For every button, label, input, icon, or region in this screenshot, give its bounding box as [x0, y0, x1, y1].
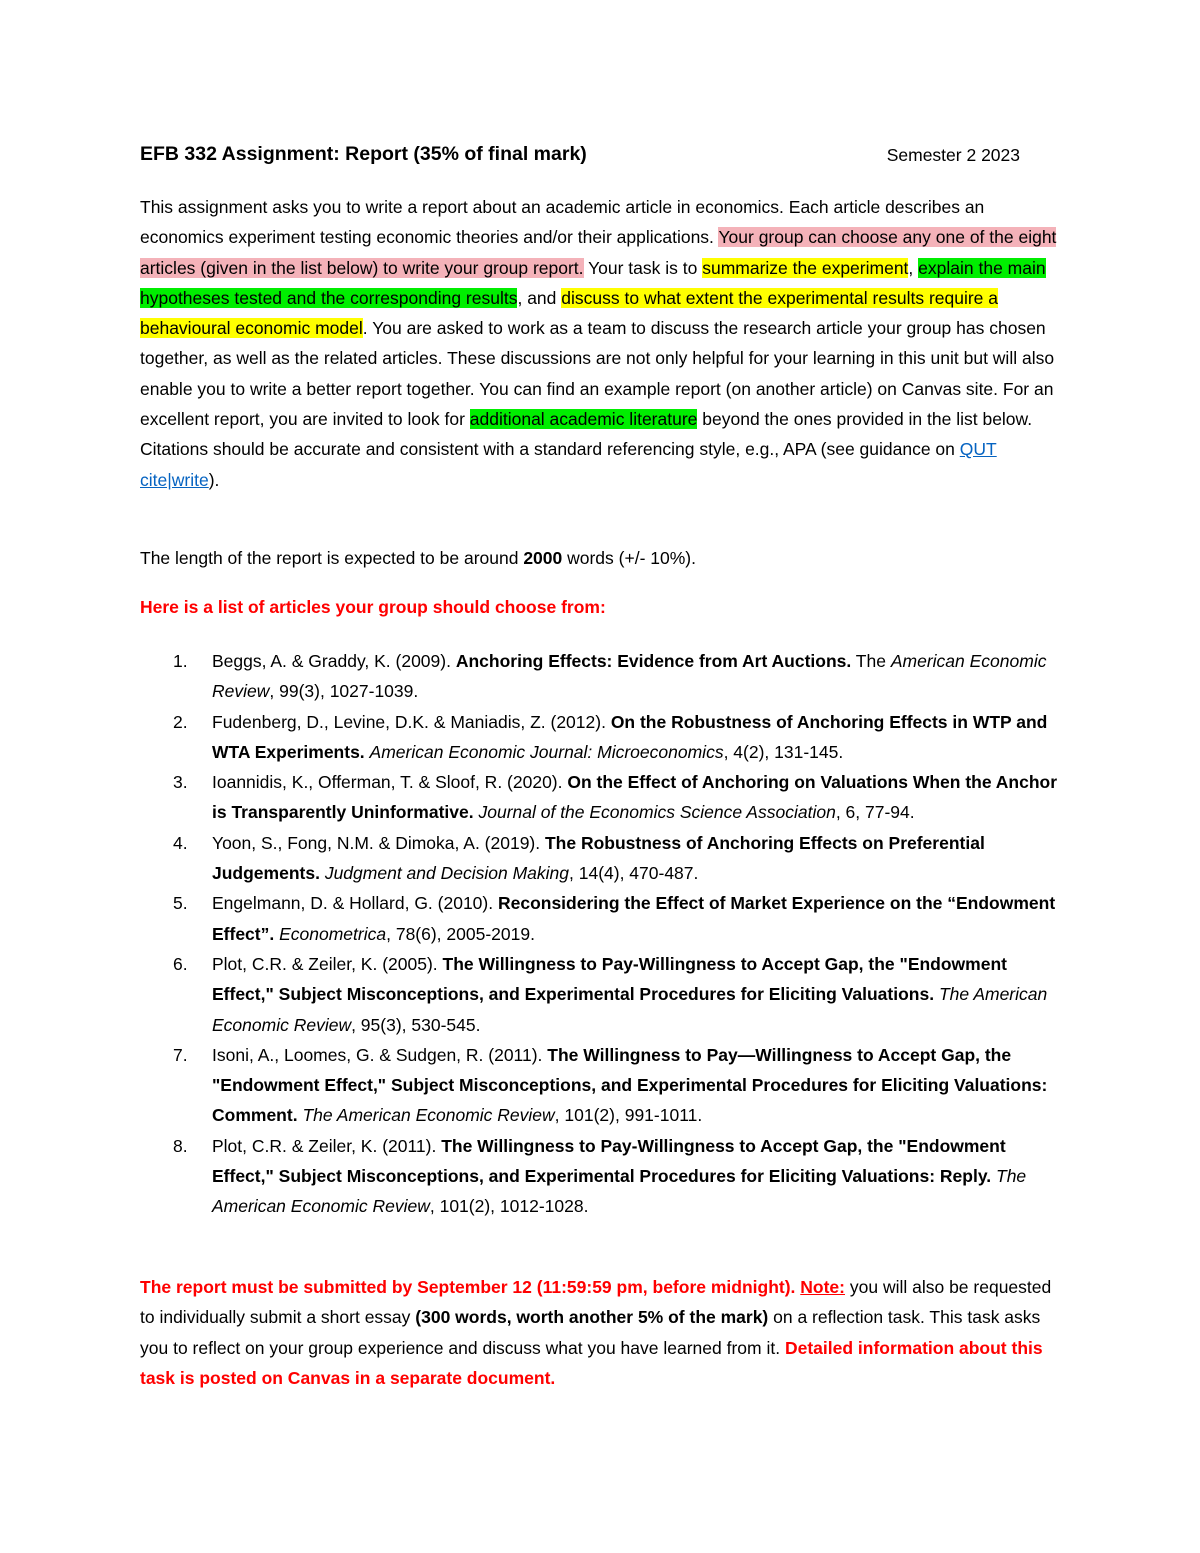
item-number: 8. [173, 1135, 188, 1156]
footer-bold-words: (300 words, worth another 5% of the mark) [415, 1307, 769, 1328]
qut-cite-write-link[interactable]: QUT cite|write [140, 439, 997, 490]
item-journal: The American Economic Review [212, 1166, 1027, 1217]
item-details: , 99(3), 1027-1039. [269, 681, 419, 702]
item-number: 4. [173, 832, 188, 853]
header-row [140, 143, 1020, 173]
item-details: , 14(4), 470-487. [569, 863, 699, 884]
list-item [140, 767, 1065, 828]
semester-label: Semester 2 2023 [886, 145, 1020, 165]
item-title: Reconsidering the Effect of Market Experience on the “Endowment Effect”. [212, 893, 1056, 944]
item-title: On the Effect of Anchoring on Valuations When the Anchor is Transparently Uninformative. [212, 772, 1058, 823]
detail-info-text: Detailed information about this task is posted on Canvas in a separate document. [140, 1337, 1043, 1388]
item-number: 6. [173, 953, 188, 974]
list-item [140, 1131, 1065, 1222]
list-item [140, 828, 1065, 889]
item-journal: American Economic Journal: Microeconomics [369, 741, 724, 762]
note-label: Note: [800, 1277, 845, 1297]
list-item [140, 707, 1065, 768]
item-details: , 78(6), 2005-2019. [386, 923, 535, 944]
intro-text-1: This assignment asks you to write a report about an academic article in economics. Each article describes an economics experiment testing economic theories and/or their applications. [140, 197, 985, 248]
list-item [140, 646, 1065, 707]
item-title: On the Robustness of Anchoring Effects in WTP and WTA Experiments. [212, 711, 1048, 762]
item-journal: Journal of the Economics Science Association [478, 802, 836, 823]
item-authors: Plot, C.R. & Zeiler, K. (2011). [212, 1135, 442, 1156]
list-item [140, 1040, 1065, 1131]
item-authors: Beggs, A. & Graddy, K. (2009). [212, 651, 456, 671]
item-title: The Willingness to Pay-Willingness to Accept Gap, the "Endowment Effect," Subject Misconceptions, and Experimental Procedures for Eliciting Valuations. [212, 953, 1007, 1005]
item-title: Anchoring Effects: Evidence from Art Auctions. [455, 651, 852, 671]
item-number: 3. [173, 772, 188, 793]
length-paragraph [140, 548, 696, 569]
submission-paragraph [140, 1272, 1065, 1393]
intro-text-5: ). [208, 469, 220, 490]
item-authors: Ioannidis, K., Offerman, T. & Sloof, R. (2020). [212, 772, 568, 793]
articles-list [140, 646, 1065, 1222]
item-number: 5. [173, 893, 188, 914]
item-details: , 101(2), 991-1011. [554, 1105, 703, 1126]
item-journal: Judgment and Decision Making [324, 863, 569, 884]
item-journal: Econometrica [279, 923, 387, 944]
item-details: , 101(2), 1012-1028. [429, 1196, 589, 1217]
highlight-group-choice: Your group can choose any one of the eight articles (given in the list below) to write your group report. [140, 227, 1057, 278]
item-details: , 95(3), 530-545. [351, 1014, 481, 1035]
intro-text-4: beyond the ones provided in the list below. Citations should be accurate and consistent with a standard referencing style, e.g., APA (see guidance on [140, 409, 1033, 460]
item-details: , 6, 77-94. [835, 802, 915, 823]
document-title: EFB 332 Assignment: Report (35% of final mark) [140, 143, 587, 165]
item-title: The Willingness to Pay-Willingness to Accept Gap, the "Endowment Effect," Subject Misconceptions, and Experimental Procedures for Eliciting Valuations: Reply. [212, 1135, 1006, 1187]
item-title: The Willingness to Pay—Willingness to Accept Gap, the "Endowment Effect," Subject Misconceptions, and Experimental Procedures for Eliciting Valuations: Comment. [212, 1044, 1048, 1126]
item-authors: Engelmann, D. & Hollard, G. (2010). [212, 893, 498, 914]
deadline-text: The report must be submitted by September 12 (11:59:59 pm, before midnight). [140, 1277, 796, 1297]
item-details: , 4(2), 131-145. [723, 741, 844, 762]
list-item [140, 888, 1065, 949]
intro-text-2: Your task is to [583, 257, 703, 278]
list-item [140, 949, 1065, 1040]
item-journal: The American Economic Review [212, 984, 1048, 1035]
item-number: 7. [173, 1044, 188, 1065]
item-title: The Robustness of Anchoring Effects on Preferential Judgements. [212, 832, 985, 884]
highlight-summarize: summarize the experiment [702, 257, 909, 278]
item-number: 1. [173, 651, 188, 671]
footer-text-1: you will also be requested to individually submit a short essay [140, 1277, 1052, 1328]
highlight-discuss: discuss to what extent the experimental results require a behavioural economic model [140, 287, 999, 339]
item-authors: Plot, C.R. & Zeiler, K. (2005). [212, 953, 443, 974]
item-authors: Yoon, S., Fong, N.M. & Dimoka, A. (2019). [212, 832, 545, 853]
item-journal: The American Economic Review [302, 1105, 555, 1126]
item-pre-journal: The [851, 651, 891, 671]
length-pre: The length of the report is expected to be around [140, 548, 524, 568]
articles-heading: Here is a list of articles your group should choose from: [140, 597, 606, 617]
length-post: words (+/- 10%). [562, 548, 696, 568]
length-words: 2000 [523, 548, 563, 568]
intro-sep-2: , and [517, 287, 562, 308]
item-authors: Fudenberg, D., Levine, D.K. & Maniadis, Z. (2012). [212, 711, 611, 732]
highlight-literature: additional academic literature [469, 409, 698, 430]
intro-sep-1: , [908, 257, 919, 278]
item-number: 2. [173, 711, 188, 732]
item-authors: Isoni, A., Loomes, G. & Sudgen, R. (2011). [212, 1044, 548, 1065]
item-journal: American Economic Review [212, 651, 1047, 702]
intro-text-3: . You are asked to work as a team to discuss the research article your group has chosen together, as well as the related articles. These discussions are not only helpful for your learning in this unit but will also enable you to write a better report together. You can find an example report (on another article) on Canvas site. For an excellent report, you are invited to look for [140, 318, 1055, 430]
intro-paragraph [140, 192, 1065, 495]
footer-text-2: on a reflection task. This task asks you to reflect on your group experience and discuss what you have learned from it. [140, 1307, 1041, 1358]
highlight-explain: explain the main hypotheses tested and the corresponding results [140, 257, 1046, 308]
